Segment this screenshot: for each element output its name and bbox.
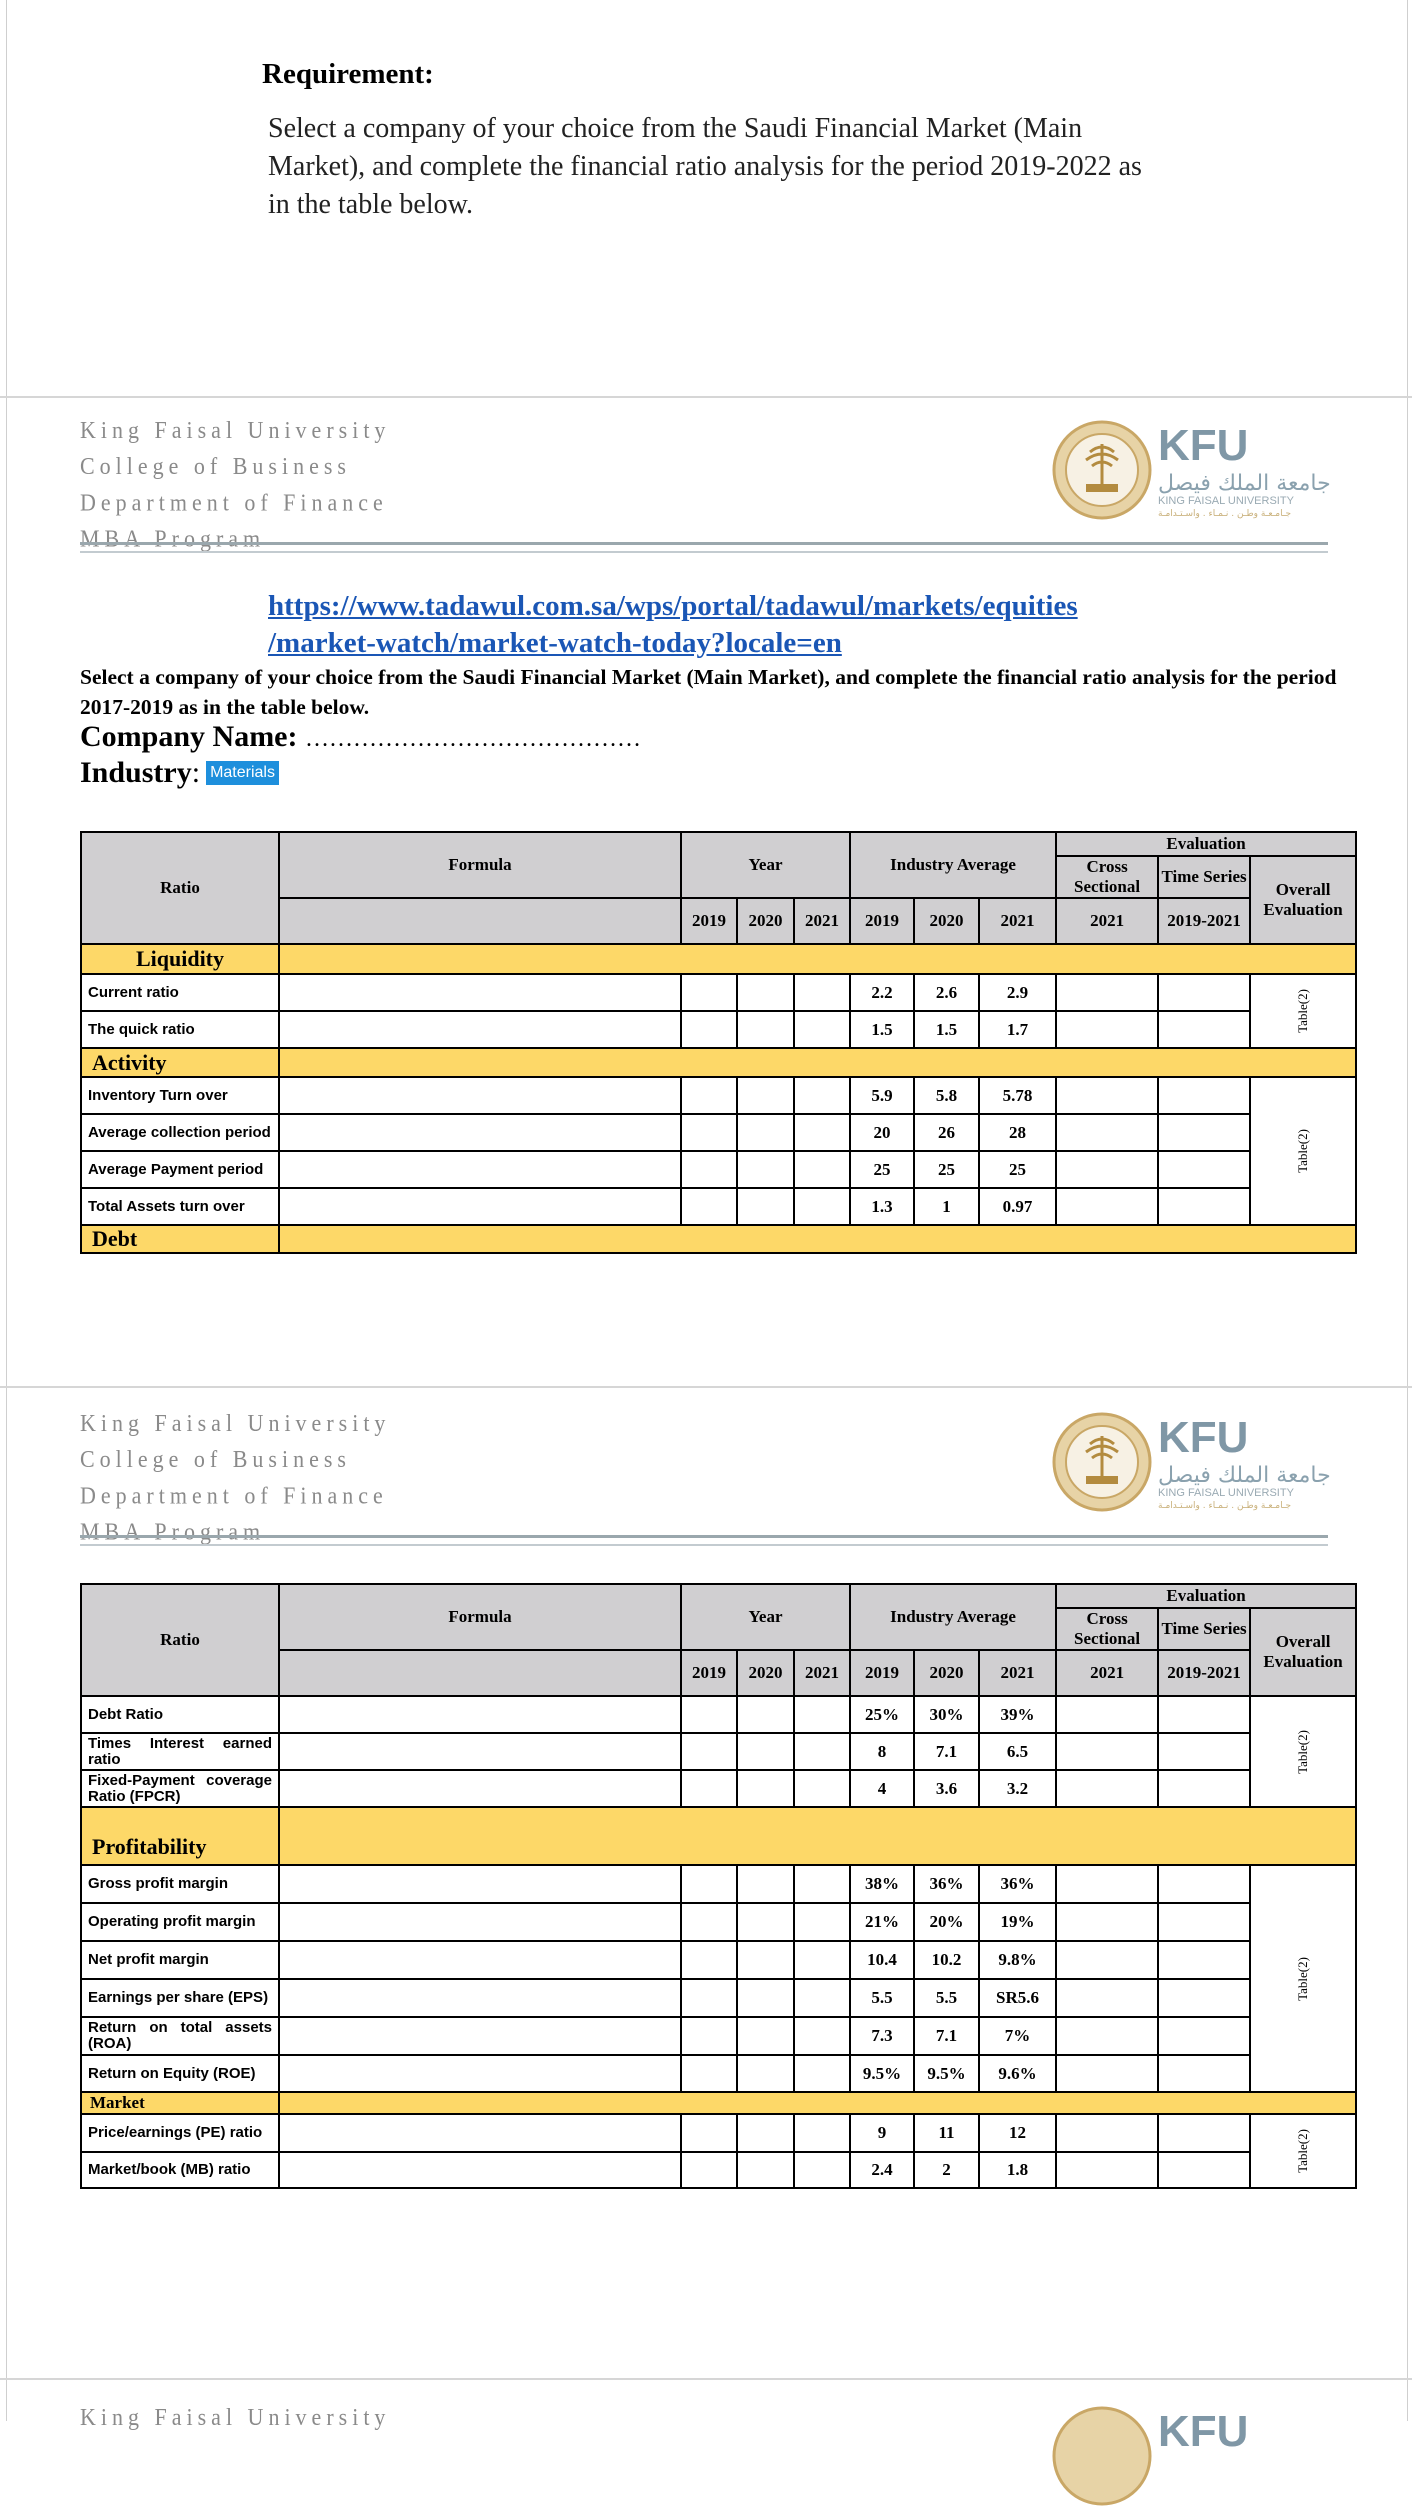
- table-row: Earnings per share (EPS) 5.5 5.5 SR5.6: [81, 1979, 1356, 2017]
- table-row: Return on Equity (ROE) 9.5% 9.5% 9.6%: [81, 2055, 1356, 2092]
- ratio-name: Fixed-Payment coverage Ratio (FPCR): [81, 1770, 279, 1807]
- section-market: Market: [81, 2092, 279, 2114]
- industry-colon: :: [191, 756, 201, 789]
- ratio-name: Inventory Turn over: [81, 1077, 279, 1114]
- industry-badge: Materials: [206, 761, 279, 785]
- department-header: [80, 1404, 390, 1549]
- logo-arabic: جامعة الملك فيصل: [1158, 1463, 1331, 1488]
- year-header: Year: [681, 1584, 850, 1650]
- formula-blank: [279, 898, 681, 944]
- logo-english: KING FAISAL UNIVERSITY: [1158, 495, 1294, 507]
- formula-cell[interactable]: [279, 2017, 681, 2055]
- formula-cell[interactable]: [279, 2055, 681, 2092]
- table-row: Net profit margin 10.4 10.2 9.8%: [81, 1941, 1356, 1979]
- time-series-header: Time Series: [1158, 1608, 1250, 1650]
- table-row: Market/book (MB) ratio 2.4 2 1.8: [81, 2152, 1356, 2188]
- section-profitability: Profitability: [81, 1807, 279, 1865]
- section-debt: Debt: [81, 1225, 279, 1253]
- ratio-name: The quick ratio: [81, 1011, 279, 1048]
- formula-cell[interactable]: [279, 2114, 681, 2152]
- industry-average-header: Industry Average: [850, 1584, 1056, 1650]
- overall-eval-cell: Table(2): [1250, 1865, 1356, 2092]
- formula-header: Formula: [279, 832, 681, 898]
- formula-cell[interactable]: [279, 974, 681, 1011]
- table-row: Current ratio 2.2 2.6 2.9 Table(2): [81, 974, 1356, 1011]
- table-row: Price/earnings (PE) ratio 9 11 12 Table(2): [81, 2114, 1356, 2152]
- header-line: College of Business: [80, 452, 351, 480]
- department-header: [80, 411, 390, 556]
- ratio-name: Debt Ratio: [81, 1696, 279, 1733]
- evaluation-header: Evaluation: [1056, 832, 1356, 856]
- cross-sectional-header: Cross Sectional: [1056, 1608, 1158, 1650]
- link-line-2: /market-watch/market-watch-today?locale=en: [268, 627, 842, 659]
- overall-eval-cell: Table(2): [1250, 2114, 1356, 2188]
- header-line: MBA Program: [80, 524, 266, 553]
- overall-eval-cell: Table(2): [1250, 1696, 1356, 1807]
- table-row: Operating profit margin 21% 20% 19%: [81, 1903, 1356, 1941]
- ind-2019: 2019: [850, 898, 914, 944]
- time-period: 2019-2021: [1158, 898, 1250, 944]
- ratio-name: Net profit margin: [81, 1941, 279, 1979]
- link-line-1: https://www.tadawul.com.sa/wps/portal/tadawul/markets/equities: [268, 590, 1078, 622]
- ratio-name: Current ratio: [81, 974, 279, 1011]
- cross-sectional-header: Cross Sectional: [1056, 856, 1158, 898]
- table-row: Average collection period 20 26 28: [81, 1114, 1356, 1151]
- company-label: Company Name:: [80, 720, 298, 753]
- logo-abbr: KFU: [1158, 421, 1249, 470]
- department-header: [80, 2398, 390, 2434]
- formula-cell[interactable]: [279, 1770, 681, 1807]
- header-rule: [80, 542, 1328, 553]
- table-row: Inventory Turn over 5.9 5.8 5.78 Table(2): [81, 1077, 1356, 1114]
- header-line: King Faisal University: [80, 2402, 391, 2431]
- header-line: King Faisal University: [80, 415, 391, 444]
- table-row: Fixed-Payment coverage Ratio (FPCR) 4 3.6 3.2: [81, 1770, 1356, 1807]
- table-row: Return on total assets (ROA) 7.3 7.1 7%: [81, 2017, 1356, 2055]
- kfu-logo: [1050, 418, 1340, 528]
- kfu-logo: [1050, 2404, 1340, 2456]
- section-liquidity: Liquidity: [81, 944, 279, 974]
- year-header: Year: [681, 832, 850, 898]
- section-activity: Activity: [81, 1048, 279, 1077]
- formula-cell[interactable]: [279, 1733, 681, 1770]
- table-row: Times Interest earned ratio 8 7.1 6.5: [81, 1733, 1356, 1770]
- ratio-table-1: [80, 831, 1357, 1254]
- ratio-name: Average Payment period: [81, 1151, 279, 1188]
- overall-eval-cell: Table(2): [1250, 1077, 1356, 1225]
- table-row: Average Payment period 25 25 25: [81, 1151, 1356, 1188]
- logo-abbr: KFU: [1158, 2407, 1249, 2456]
- ratio-name: Earnings per share (EPS): [81, 1979, 279, 2017]
- ratio-name: Market/book (MB) ratio: [81, 2152, 279, 2188]
- ratio-name: Operating profit margin: [81, 1903, 279, 1941]
- logo-english: KING FAISAL UNIVERSITY: [1158, 1487, 1294, 1499]
- formula-cell[interactable]: [279, 1151, 681, 1188]
- ratio-name: Gross profit margin: [81, 1865, 279, 1903]
- evaluation-header: Evaluation: [1056, 1584, 1356, 1608]
- formula-cell[interactable]: [279, 1941, 681, 1979]
- table-row: Total Assets turn over 1.3 1 0.97: [81, 1188, 1356, 1225]
- year-2020: 2020: [737, 898, 794, 944]
- formula-cell[interactable]: [279, 1903, 681, 1941]
- table-row: Gross profit margin 38% 36% 36% Table(2): [81, 1865, 1356, 1903]
- logo-tagline: جـامـعـة وطـن . نـمـاء . واسـتـدامـة: [1158, 509, 1292, 519]
- ratio-name: Total Assets turn over: [81, 1188, 279, 1225]
- year-2019: 2019: [681, 898, 737, 944]
- table-row: Debt Ratio 25% 30% 39% Table(2): [81, 1696, 1356, 1733]
- ind-2021: 2021: [979, 898, 1056, 944]
- header-line: Department of Finance: [80, 488, 388, 516]
- overall-header: Overall Evaluation: [1250, 1608, 1356, 1696]
- ind-2020: 2020: [914, 898, 979, 944]
- kfu-logo: [1050, 1410, 1340, 1520]
- requirement-text: Select a company of your choice from the Saudi Financial Market (Main Market), and complete the financial ratio analysis for the period 2019-2022 as in the table below.: [268, 113, 1142, 220]
- industry-label: Industry: [80, 756, 192, 789]
- cross-2021: 2021: [1056, 898, 1158, 944]
- logo-arabic: جامعة الملك فيصل: [1158, 471, 1331, 496]
- time-series-header: Time Series: [1158, 856, 1250, 898]
- overall-header: Overall Evaluation: [1250, 856, 1356, 944]
- formula-cell[interactable]: [279, 1696, 681, 1733]
- tadawul-link[interactable]: [268, 588, 1228, 662]
- table-row: The quick ratio 1.5 1.5 1.7: [81, 1011, 1356, 1048]
- instruction-text: Select a company of your choice from the Saudi Financial Market (Main Market), and complete the financial ratio analysis for the period 2017-2019 as in the table below.: [80, 665, 1337, 719]
- formula-cell[interactable]: [279, 1865, 681, 1903]
- logo-abbr: KFU: [1158, 1413, 1249, 1462]
- ratio-header: Ratio: [81, 832, 279, 944]
- formula-cell[interactable]: [279, 1188, 681, 1225]
- formula-header: Formula: [279, 1584, 681, 1650]
- company-dots: ……………………………………: [305, 726, 641, 752]
- header-line: Department of Finance: [80, 1481, 388, 1509]
- formula-blank: [279, 1650, 681, 1696]
- formula-cell[interactable]: [279, 1114, 681, 1151]
- ratio-name: Return on total assets (ROA): [81, 2017, 279, 2055]
- requirement-heading: Requirement:: [262, 58, 434, 90]
- logo-tagline: جـامـعـة وطـن . نـمـاء . واسـتـدامـة: [1158, 1501, 1292, 1511]
- year-2021: 2021: [794, 898, 850, 944]
- industry-line: [80, 756, 279, 790]
- header-line: MBA Program: [80, 1517, 266, 1546]
- header-rule: [80, 1535, 1328, 1546]
- header-line: College of Business: [80, 1445, 351, 1473]
- ratio-table-2: Ratio Formula Year Industry Average Evaluation Cross Sectional Time Series Overall Evaluation 2019 2020 2021 2019 2020 2021 2021 2019-2021 Debt Ratio 25% 30% 39% Table(2) Times Interest earned ratio 8 7.1 6.5 Fixed-Payment coverage Ratio (FPCR) 4 3.6 3.2 Profitability Gross profit margin 38% 36% 36% Table(2) Operating profit margin 21% 20% 19% Net profit margin 10.4 10.2 9.8% Earnings per share (EPS) 5.5 5.5 SR5.6 Return on total assets (ROA) 7.3 7.1 7% Return on Equity (ROE) 9.5% 9.5% 9.6% Market Price/earnings (PE) ratio 9 11 12 Table(2) Market/book (MB) ratio 2.4 2 1.8: [80, 1583, 1357, 2189]
- ratio-name: Price/earnings (PE) ratio: [81, 2114, 279, 2152]
- company-name: [80, 720, 641, 754]
- industry-average-header: Industry Average: [850, 832, 1056, 898]
- header-line: King Faisal University: [80, 1408, 391, 1437]
- ratio-name: Average collection period: [81, 1114, 279, 1151]
- ratio-header: Ratio: [81, 1584, 279, 1696]
- overall-eval-cell: Table(2): [1250, 974, 1356, 1048]
- formula-cell[interactable]: [279, 1011, 681, 1048]
- ratio-name: Times Interest earned ratio: [81, 1733, 279, 1770]
- formula-cell[interactable]: [279, 1077, 681, 1114]
- formula-cell[interactable]: [279, 2152, 681, 2188]
- formula-cell[interactable]: [279, 1979, 681, 2017]
- ratio-name: Return on Equity (ROE): [81, 2055, 279, 2092]
